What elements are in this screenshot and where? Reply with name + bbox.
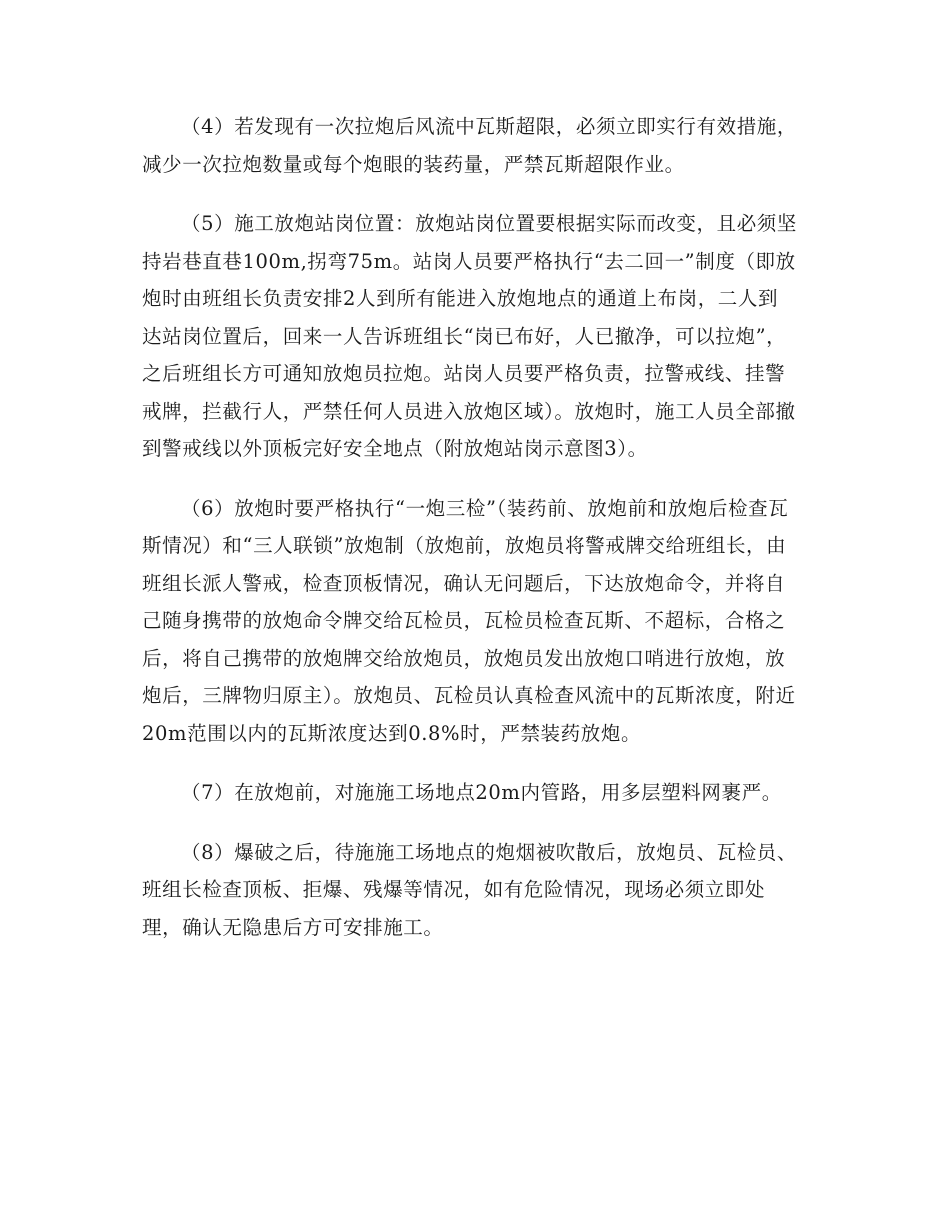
paragraph-item-6: （6）放炮时要严格执行“一炮三检”（装药前、放炮前和放炮后检查瓦斯情况）和“三人联锁”放炮制（放炮前，放炮员将警戒牌交给班组长，由班组长派人警戒，检查顶板情况，确认无问题后，下达放炮命令，并将自己随身携带的放炮命令牌交给瓦检员，瓦检员检查瓦斯、不超标，合格之后，将自己携带的放炮牌交给放炮员，放炮员发出放炮口哨进行放炮，放炮后，三牌物归原主）。放炮员、瓦检员认真检查风流中的瓦斯浓度，附近20m范围以内的瓦斯浓度达到0.8%时，严禁装药放炮。 — [142, 496, 796, 745]
paragraph-item-8: （8）爆破之后，待施施工场地点的炮烟被吹散后，放炮员、瓦检员、班组长检查顶板、拒爆、残爆等情况，如有危险情况，现场必须立即处理，确认无隐患后方可安排施工。 — [142, 840, 798, 939]
paragraph-item-7: （7）在放炮前，对施施工场地点20m内管路，用多层塑料网裹严。 — [181, 781, 782, 804]
paragraph-item-5: （5）施工放炮站岗位置：放炮站岗位置要根据实际而改变，且必须坚持岩巷直巷100m,拐弯75m。站岗人员要严格执行“去二回一”制度（即放炮时由班组长负责安排2人到所有能进入放炮地点的通道上布岗，二人到达站岗位置后，回来一人告诉班组长“岗已布好，人已撤净，可以拉炮”，之后班组长方可通知放炮员拉炮。站岗人员要严格负责，拉警戒线、挂警戒牌，拦截行人，严禁任何人员进入放炮区域）。放炮时，施工人员全部撤到警戒线以外顶板完好安全地点（附放炮站岗示意图3）。 — [142, 212, 798, 460]
paragraph-item-4: （4）若发现有一次拉炮后风流中瓦斯超限，必须立即实行有效措施，减少一次拉炮数量或每个炮眼的装药量，严禁瓦斯超限作业。 — [142, 115, 798, 176]
document-body — [142, 108, 798, 968]
